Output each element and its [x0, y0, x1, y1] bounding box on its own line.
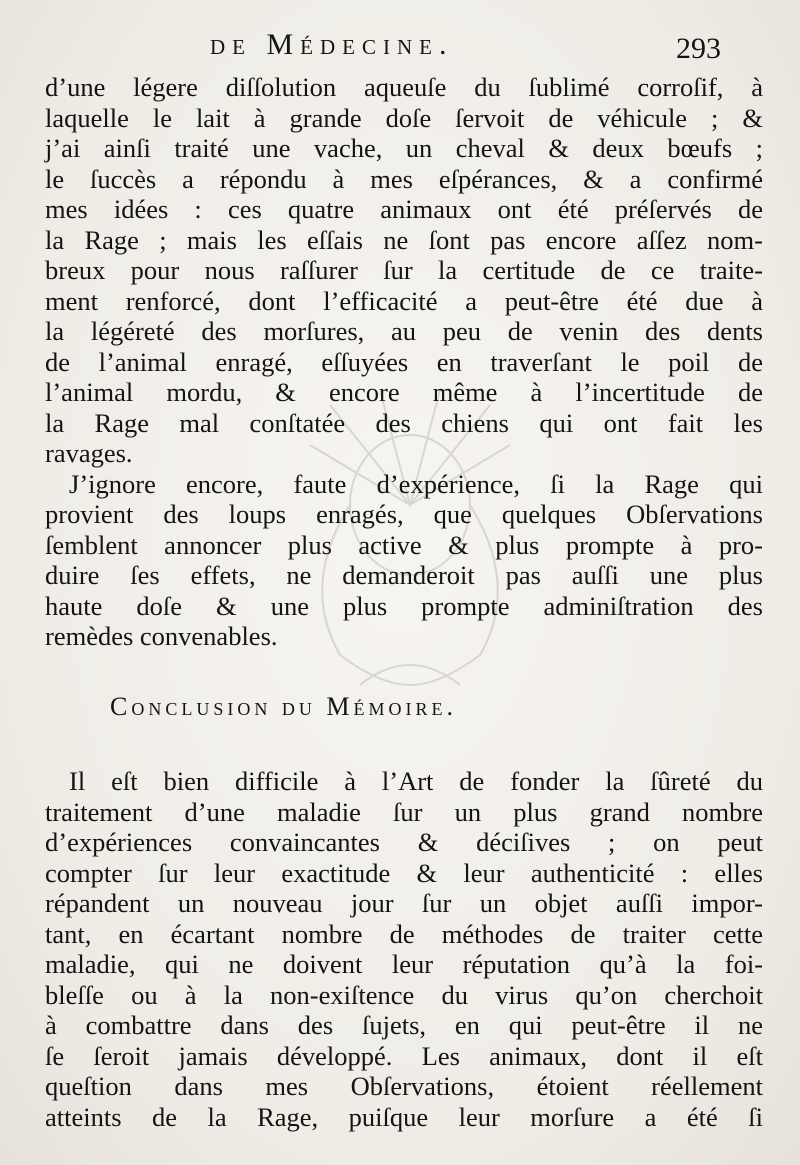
text-line: haute doſe & une plus prompte adminiſtration des	[45, 590, 763, 621]
text-line: atteints de la Rage, puiſque leur morſure a été ſi	[45, 1101, 763, 1132]
text-line: répandent un nouveau jour ſur un objet auſſi impor-	[45, 888, 763, 918]
text-line: remèdes convenables.	[45, 621, 278, 651]
text-line: tant, en écartant nombre de méthodes de traiter cette	[45, 918, 763, 949]
text-line: ravages.	[45, 438, 133, 468]
text-line: traitement d’une maladie ſur un plus grand nombre	[45, 796, 763, 827]
body-text-top	[45, 72, 763, 652]
page-header	[0, 26, 800, 66]
text-line: bleſſe ou à la non-exiſtence du virus qu’on cherchoit	[45, 979, 763, 1010]
text-line: de l’animal enragé, eſſuyées en traverſant le poil de	[45, 346, 763, 377]
text-line: l’animal mordu, & encore même à l’incertitude de	[45, 377, 763, 407]
text-line: mes idées : ces quatre animaux ont été préſervés de	[45, 194, 763, 224]
text-line: la Rage mal conſtatée des chiens qui ont fait les	[45, 407, 763, 438]
text-line: ſemblent annoncer plus active & plus prompte à pro-	[45, 529, 763, 560]
text-line: J’ignore encore, faute d’expérience, ſi la Rage qui	[69, 468, 763, 499]
text-line: breux pour nous raſſurer ſur la certitude de ce traite-	[45, 255, 763, 285]
text-line: maladie, qui ne doivent leur réputation qu’à la foi-	[45, 949, 763, 979]
section-heading: Conclusion du Mémoire.	[110, 692, 457, 721]
text-line: provient des loups enragés, que quelques Obſervations	[45, 499, 763, 529]
paragraph-2	[45, 469, 763, 652]
text-line: d’une légere diſſolution aqueuſe du ſublimé corroſif, à	[45, 72, 763, 102]
body-text-bottom	[45, 766, 763, 1132]
text-line: le ſuccès a répondu à mes eſpérances, & a confirmé	[45, 163, 763, 194]
text-line: la légéreté des morſures, au peu de venin des dents	[45, 316, 763, 346]
text-line: compter ſur leur exactitude & leur authenticité : elles	[45, 857, 763, 888]
paragraph-1	[45, 72, 763, 469]
text-line: la Rage ; mais les eſſais ne ſont pas encore aſſez nom-	[45, 224, 763, 255]
text-line: queſtion dans mes Obſervations, étoient réellement	[45, 1071, 763, 1101]
text-line: Il eſt bien difficile à l’Art de fonder la ſûreté du	[69, 766, 763, 796]
text-line: j’ai ainſi traité une vache, un cheval & deux bœufs ;	[45, 133, 763, 163]
page-number: 293	[676, 32, 721, 65]
paragraph-3	[45, 766, 763, 1132]
text-line: d’expériences convaincantes & déciſives ; on peut	[45, 827, 763, 857]
text-line: ment renforcé, dont l’efficacité a peut-être été due à	[45, 285, 763, 316]
text-line: ſe ſeroit jamais développé. Les animaux, dont il eſt	[45, 1040, 763, 1071]
text-line: duire ſes effets, ne demanderoit pas auſſi une plus	[45, 560, 763, 590]
running-title: de Médecine.	[210, 28, 454, 61]
text-line: laquelle le lait à grande doſe ſervoit de véhicule ; &	[45, 102, 763, 133]
text-line: à combattre dans des ſujets, en qui peut-être il ne	[45, 1010, 763, 1040]
